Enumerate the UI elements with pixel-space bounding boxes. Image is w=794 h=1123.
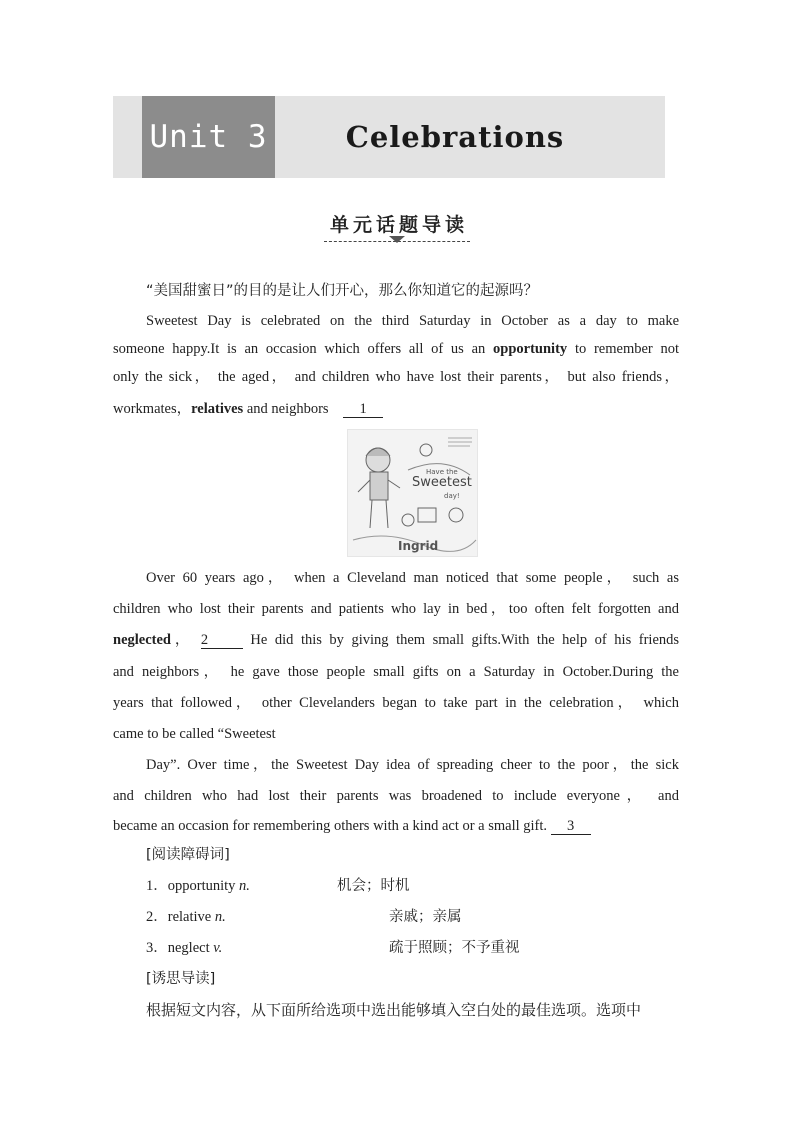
p3-line3: became an occasion for remembering others with a kind act or a small gift. 3 xyxy=(113,816,679,836)
p2-line5: years that followed， other Clevelanders began to take part in the celebration， which xyxy=(113,695,679,711)
image-top-text: Have the xyxy=(426,468,458,476)
vocab-relatives: relatives xyxy=(191,401,244,417)
blank-2: 2 xyxy=(201,632,243,649)
p2-line1: Over 60 years ago， when a Cleveland man noticed that some people， such as xyxy=(146,570,679,586)
blank-3: 3 xyxy=(551,818,591,835)
vocab-neglected: neglected xyxy=(113,632,171,648)
p3-line1: Day”. Over time，the Sweetest Day idea of spreading cheer to the poor，the sick xyxy=(146,757,679,773)
image-main-text: Sweetest xyxy=(412,475,472,490)
guide-text: 根据短文内容，从下面所给选项中选出能够填入空白处的最佳选项。选项中 xyxy=(146,1001,642,1019)
p2-line3: neglected， 2 He did this by giving them small gifts.With the help of his friends xyxy=(113,632,680,648)
vocab-item-3: 3．neglect v. xyxy=(146,940,223,956)
p2-line6: came to be called “Sweetest xyxy=(113,726,276,742)
section-title: 单元话题导读 xyxy=(324,210,470,242)
p2-line4: and neighbors， he gave those people small gifts on a Saturday in October.During the xyxy=(113,664,679,680)
unit-title: Celebrations xyxy=(345,120,565,154)
vocab-item-1: 1．opportunity n. xyxy=(146,878,250,894)
vocab-meaning-1: 机会；时机 xyxy=(337,878,410,894)
p2-line2: children who lost their parents and patients who lay in bed，too often felt forgotten and xyxy=(113,601,679,617)
vocab-item-2: 2．relative n. xyxy=(146,909,226,925)
image-sub-text: day! xyxy=(444,492,460,500)
p1-line2: someone happy.It is an occasion which offers all of us an opportunity to remember not xyxy=(113,341,680,357)
vocab-meaning-2: 亲戚；亲属 xyxy=(389,909,462,925)
sweetest-day-illustration xyxy=(347,429,478,557)
vocab-heading: [阅读障碍词] xyxy=(146,847,230,863)
p1-line3: only the sick， the aged， and children who have lost their parents， but also friends， xyxy=(113,369,679,385)
unit-label: Unit 3 xyxy=(149,119,268,155)
p1-line4: workmates，relatives and neighbors 1 xyxy=(113,399,679,419)
illustration-svg xyxy=(348,430,478,557)
vocab-meaning-3: 疏于照顾；不予重视 xyxy=(389,940,520,956)
image-name-text: Ingrid xyxy=(398,539,439,553)
guide-heading: [诱思导读] xyxy=(146,971,216,987)
intro-question: “美国甜蜜日”的目的是让人们开心，那么你知道它的起源吗？ xyxy=(146,283,539,299)
triangle-marker-icon xyxy=(389,236,405,243)
blank-1: 1 xyxy=(343,401,383,418)
unit-label-box xyxy=(142,96,275,178)
p3-line2: and children who had lost their parents was broadened to include everyone， and xyxy=(113,788,679,804)
p1-line1: Sweetest Day is celebrated on the third Saturday in October as a day to make xyxy=(146,313,679,329)
vocab-opportunity: opportunity xyxy=(493,341,568,357)
